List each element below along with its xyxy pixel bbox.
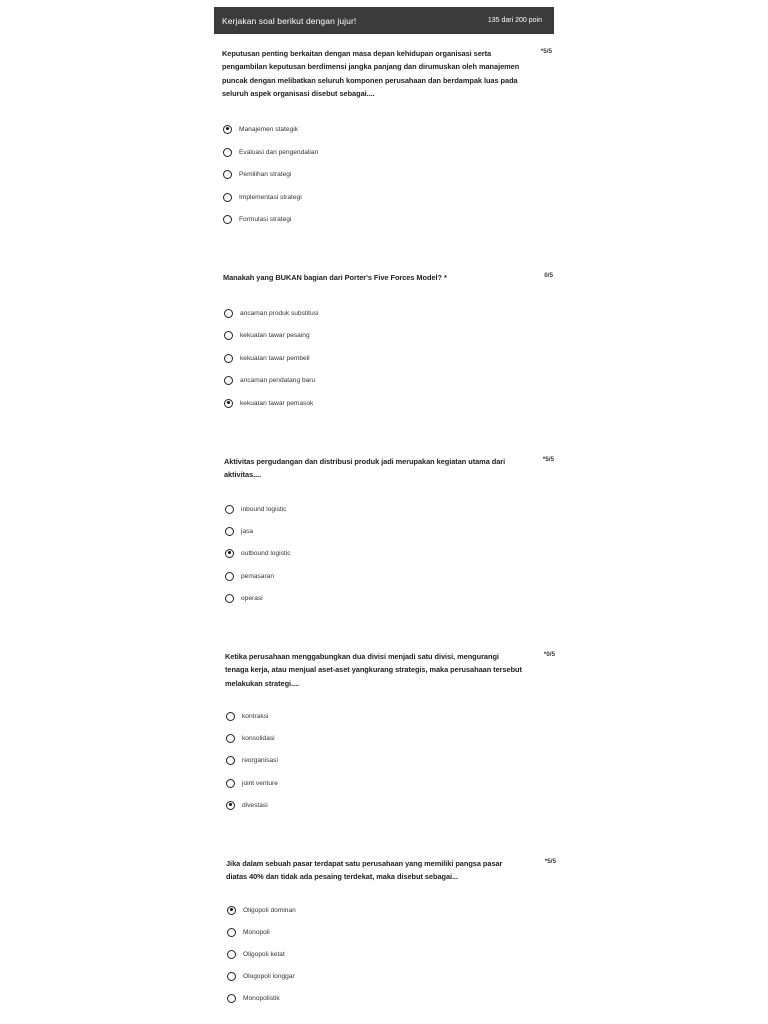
- option-label: ancaman pendatang baru: [240, 376, 316, 384]
- option[interactable]: [227, 992, 280, 1004]
- option[interactable]: [225, 503, 286, 515]
- radio-icon[interactable]: [225, 527, 234, 536]
- option[interactable]: [225, 525, 253, 537]
- radio-icon[interactable]: [226, 779, 235, 788]
- option[interactable]: [227, 970, 295, 982]
- option[interactable]: [226, 777, 278, 789]
- option[interactable]: [223, 146, 318, 158]
- option[interactable]: [226, 732, 275, 744]
- option[interactable]: [225, 570, 274, 582]
- option-label: divestasi: [242, 801, 268, 809]
- option-label: Monopolistik: [243, 994, 280, 1002]
- radio-icon[interactable]: [227, 994, 236, 1003]
- question-text: Manakah yang BUKAN bagian dari Porter's Five Forces Model? *: [223, 273, 447, 282]
- radio-icon[interactable]: [225, 594, 234, 603]
- radio-icon[interactable]: [225, 505, 234, 514]
- option-label: inbound logistic: [241, 505, 287, 513]
- option-label: Formulasi strategi: [239, 215, 292, 223]
- form-title: Kerjakan soal berikut dengan jujur!: [222, 15, 357, 26]
- option[interactable]: [225, 547, 291, 559]
- option-label: kekuatan tawar pembeli: [240, 354, 310, 362]
- radio-icon[interactable]: [224, 376, 233, 385]
- question-text: Keputusan penting berkaitan dengan masa depan kehidupan organisasi serta pengambilan keputusan berdimensi jangka panjang dan dirumuskan oleh manajemen puncak dengan melibatkan seluruh komponen perusahaan dan berdampak luas pada seluruh aspek organisasi disebut sebagai....: [222, 49, 520, 99]
- option-label: Pemilihan strategi: [239, 170, 292, 178]
- question-points: 0/5: [544, 272, 553, 279]
- option[interactable]: [226, 710, 268, 722]
- question-4: [225, 650, 555, 690]
- option[interactable]: [226, 754, 278, 766]
- option-label: joint venture: [242, 779, 278, 787]
- question-text: Jika dalam sebuah pasar terdapat satu perusahaan yang memiliki pangsa pasar diatas 40% dan tidak ada pesaing terdekat, maka disebut sebagai...: [226, 859, 503, 882]
- form-header: [214, 7, 554, 34]
- option-label: operasi: [241, 594, 263, 602]
- option[interactable]: [223, 213, 291, 225]
- radio-icon[interactable]: [223, 170, 232, 179]
- option-label: reorganisasi: [242, 756, 278, 764]
- radio-selected-icon[interactable]: [225, 549, 234, 558]
- radio-icon[interactable]: [227, 950, 236, 959]
- option[interactable]: [224, 374, 315, 386]
- option-label: pemasaran: [241, 572, 274, 580]
- radio-icon[interactable]: [223, 215, 232, 224]
- radio-selected-icon[interactable]: [226, 801, 235, 810]
- radio-icon[interactable]: [226, 712, 235, 721]
- radio-icon[interactable]: [226, 756, 235, 765]
- radio-icon[interactable]: [225, 572, 234, 581]
- option[interactable]: [224, 329, 310, 341]
- question-points: *5/5: [542, 456, 554, 463]
- option[interactable]: [223, 123, 298, 135]
- option-label: ancaman produk substitusi: [240, 309, 319, 317]
- radio-icon[interactable]: [227, 928, 236, 937]
- option-label: kontraksi: [242, 712, 269, 720]
- total-score: 135 dari 200 poin: [487, 17, 542, 24]
- radio-icon[interactable]: [226, 734, 235, 743]
- option-label: outbound logistic: [241, 549, 291, 557]
- option[interactable]: [227, 948, 285, 960]
- option-label: Oligopoli ketat: [243, 950, 285, 958]
- question-points: *0/5: [543, 651, 555, 658]
- option[interactable]: [223, 191, 302, 203]
- option-label: konsolidasi: [242, 734, 275, 742]
- radio-icon[interactable]: [223, 148, 232, 157]
- radio-selected-icon[interactable]: [224, 399, 233, 408]
- option[interactable]: [224, 352, 310, 364]
- option-label: Evaluasi dan pengendalian: [239, 148, 319, 156]
- option[interactable]: [226, 799, 268, 811]
- radio-selected-icon[interactable]: [227, 906, 236, 915]
- option[interactable]: [224, 307, 318, 319]
- option-label: Manajemen stategik: [239, 125, 299, 133]
- option[interactable]: [224, 397, 313, 409]
- question-2: [223, 271, 553, 284]
- question-points: *5/5: [544, 858, 556, 865]
- question-5: [226, 857, 556, 884]
- question-text: Ketika perusahaan menggabungkan dua divisi menjadi satu divisi, mengurangi tenaga kerja, atau menjual aset-aset yangkurang strategis, maka perusahaan tersebut melakukan strategi....: [225, 652, 522, 688]
- option-label: kekuatan tawar pesaing: [240, 331, 310, 339]
- radio-icon[interactable]: [223, 193, 232, 202]
- radio-icon[interactable]: [224, 331, 233, 340]
- option-label: kekuatan tawar pemasok: [240, 399, 314, 407]
- radio-icon[interactable]: [224, 354, 233, 363]
- option[interactable]: [223, 168, 291, 180]
- option-label: Implementasi strategi: [239, 193, 302, 201]
- question-text: Aktivitas pergudangan dan distribusi produk jadi merupakan kegiatan utama dari aktivitas....: [224, 457, 506, 480]
- radio-selected-icon[interactable]: [223, 125, 232, 134]
- radio-icon[interactable]: [227, 972, 236, 981]
- radio-icon[interactable]: [224, 309, 233, 318]
- option-label: jasa: [241, 527, 254, 535]
- question-1: [222, 47, 552, 101]
- option[interactable]: [227, 904, 296, 916]
- option-label: Oligopoli dominan: [243, 906, 296, 914]
- option[interactable]: [225, 592, 263, 604]
- option-label: Ologopoli longgar: [243, 972, 295, 980]
- question-points: *5/5: [540, 48, 552, 55]
- question-3: [224, 455, 554, 482]
- option-label: Monopoli: [243, 928, 270, 936]
- option[interactable]: [227, 926, 270, 938]
